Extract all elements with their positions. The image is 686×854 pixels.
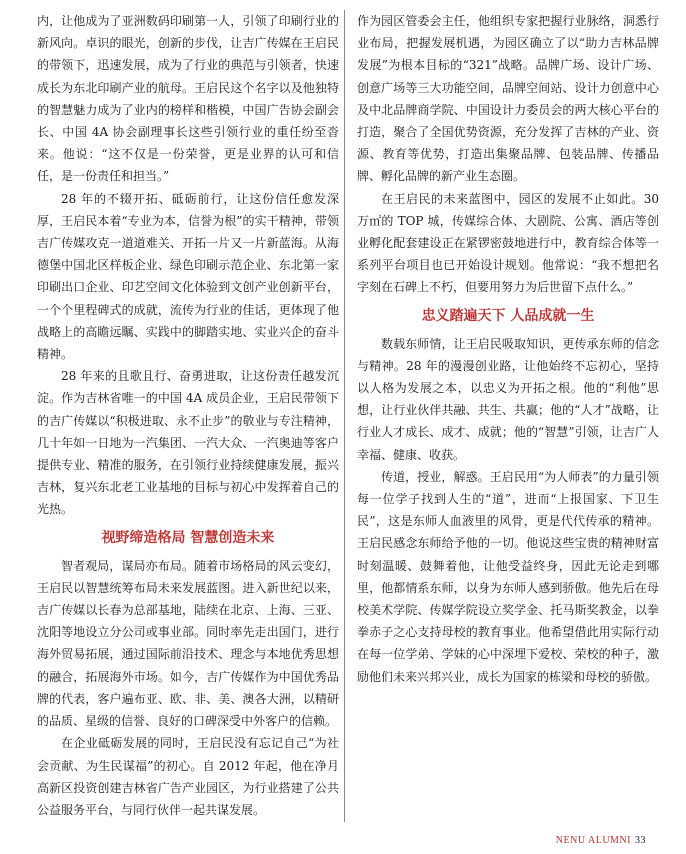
paragraph-right-4: 传道，授业，解惑。王启民用“为人师表”的力量引领每一位学子找到人生的“道”，进而“上报国家、下卫生民”，这是东师人血液里的风骨，更是代代传承的精神。王启民感念东师给予他的一切。他说这些宝贵的精神财富时刻温暖、鼓舞着他，让他受益终身，因此无论走到哪里，他都情系东师，以身为东师人感到骄傲。他先后在母校美术学院、传媒学院设立奖学金、托马斯奖教金，以拳拳赤子之心支持母校的教育事业。他希望借此用实际行动在每一位学弟、学妹的心中深埋下爱校、荣校的种子，激励他们未来兴邦兴业，成长为国家的栋梁和母校的骄傲。: [357, 469, 659, 684]
paragraph-left-3: 28 年来的且歌且行、奋勇进取，让这份责任越发沉淀。作为吉林省唯一的中国 4A 成员企业，王启民带领下的吉广传媒以“积极进取、永不止步”的敬业与专注精神，几十年如一日地为一汽集团、一汽大众、一汽奥迪等客户提供专业、精准的服务，在引领行业持续健康发展，振兴吉林，复兴东北老工业基地的目标与初心中发挥着自己的光热。: [37, 369, 339, 517]
right-column: [357, 10, 659, 688]
paragraph-left-2: 28 年的不辍开拓、砥砺前行，让这份信任愈发深厚，王启民本着“专业为本，信誉为根”的实干精神，带领吉广传媒攻克一道道难关、开拓一片又一片新蓝海。从海德堡中国北区样板企业、绿色印刷示范企业、东北第一家印刷出口企业、印艺空间文化体验到文创产业创新平台，一个个里程碑式的成就，流传为行业的佳话，更体现了他战略上的高瞻远瞩、实践中的脚踏实地、实业兴企的奋斗精神。: [37, 191, 339, 362]
paragraph-right-3: 数载东师情，让王启民吸取知识，更传承东师的信念与精神。28 年的漫漫创业路，让他始终不忘初心，坚持以人格为发展之本，以忠义为开拓之根。他的“利他”思想，让行业伙伴共融、共生、共赢；他的“人才”战略，让行业人才成长、成才、成就；他的“智慧”引领，让吉广人幸福、健康、收获。: [357, 336, 659, 462]
section-heading-vision: 视野缔造格局 智慧创造未来: [101, 529, 275, 546]
column-divider: [344, 10, 345, 822]
paragraph-left-4: 智者观局，谋局亦布局。随着市场格局的风云变幻，王启民以智慧统筹布局未来发展蓝图。进入新世纪以来，吉广传媒以长春为总部基地，陆续在北京、上海、三亚、沈阳等地设立分公司或事业部。同时率先走出国门，进行海外贸易拓展，通过国际前沿技术、理念与本地优秀思想的融合，拓展海外市场。如今，吉广传媒作为中国优秀品牌的代表，客户遍布亚、欧、非、美、澳各大洲，以精研的品质、星级的信誉、良好的口碑深受中外客户的信赖。: [37, 558, 339, 729]
paragraph-left-1: 内，让他成为了亚洲数码印刷第一人，引领了印刷行业的新风向。卓识的眼光，创新的步伐，让吉广传媒在王启民的带领下，迅速发展，成为了行业的典范与引领者，快速成长为东北印刷产业的航母。王启民这个名字以及他独特的智慧魅力成为了业内的榜样和楷模，中国广告协会副会长、中国 4A 协会副理事长这些引领行业的重任纷至沓来。他说：“这不仅是一份荣誉，更是业界的认可和信任，是一份责任和担当。”: [37, 14, 339, 184]
footer-label: NENU ALUMNI: [555, 835, 631, 846]
paragraph-left-5: 在企业砥砺发展的同时，王启民没有忘记自己“为社会贡献、为生民谋福”的初心。自 2012 年起，他在净月高新区投资创建吉林省广告产业园区，为行业搭建了公共公益服务平台，与同行伙伴一起共谋发展。: [37, 736, 339, 817]
page-footer: [556, 835, 646, 846]
page-number: 33: [635, 835, 646, 846]
left-column: [37, 10, 339, 821]
paragraph-right-1: 作为园区管委会主任，他组织专家把握行业脉络，洞悉行业布局，把握发展机遇，为园区确立了以“助力吉林品牌发展”为根本目标的“321”战略。品牌广场、设计广场、创意广场等三大功能空间，品牌空间站、设计力创意中心及中北品牌商学院、中国设计力委员会的两大核心平台的打造，聚合了全国优势资源，充分发挥了吉林的产业、资源、教育等优势，打造出集聚品牌、包装品牌、传播品牌、孵化品牌的新产业生态圈。: [357, 14, 659, 184]
paragraph-right-2: 在王启民的未来蓝图中，园区的发展不止如此。30 万㎡的 TOP 城，传媒综合体、大剧院、公寓、酒店等创业孵化配套建设正在紧锣密鼓地进行中，教育综合体等一系列平台项目也已开始设计规划。他常说：“我不想把名字刻在石碑上不朽，但要用努力为后世留下点什么。”: [357, 191, 659, 295]
section-heading-loyalty: 忠义踏遍天下 人品成就一生: [421, 307, 595, 324]
